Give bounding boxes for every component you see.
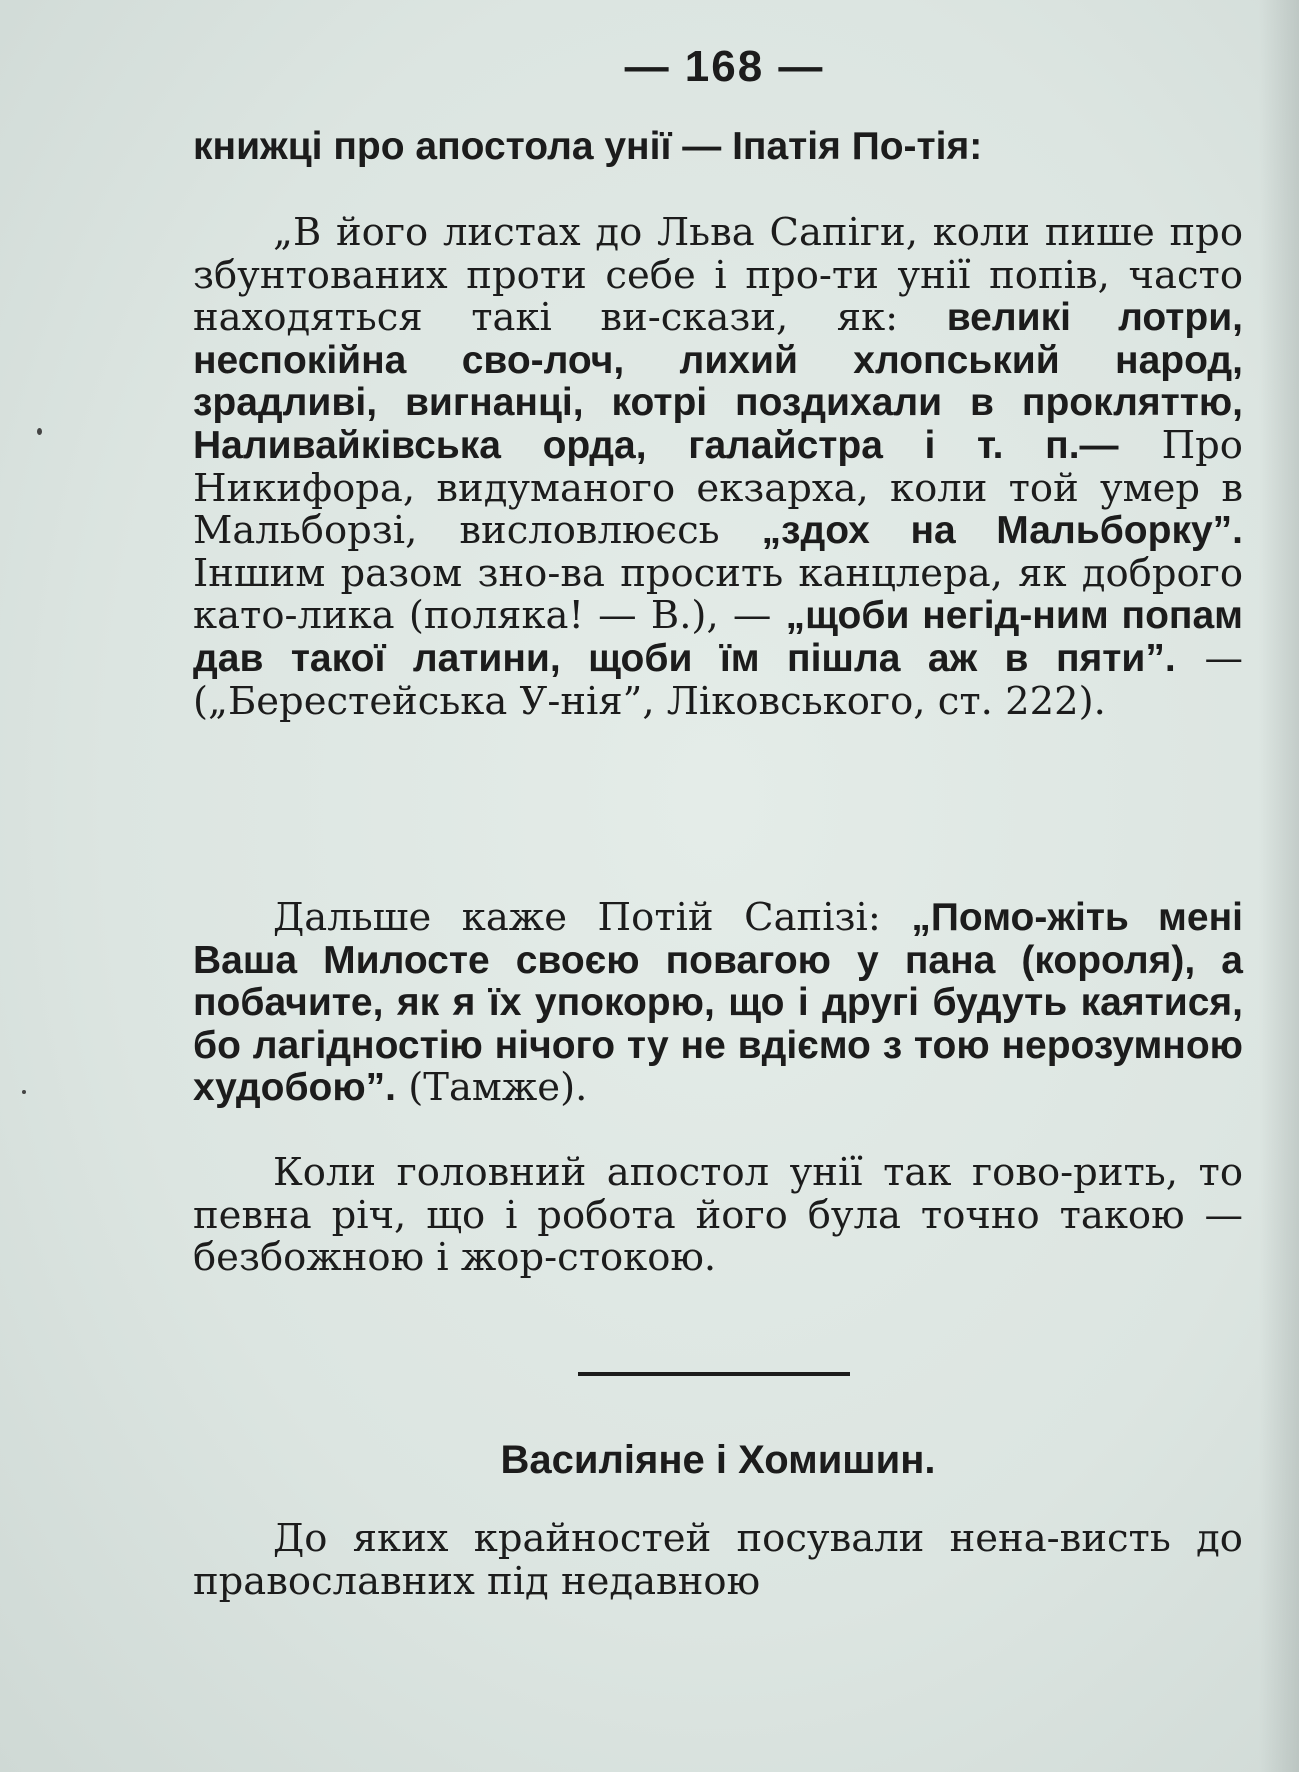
paragraph-2-bold-1: великі лотри, неспокійна сво-лоч, лихий хлопський народ, зрадливі, вигнанці, котрі поздихали в прокляттю, Наливайківська орда, галайстра і т. п.— — [193, 296, 1243, 467]
paragraph-4 — [193, 1152, 1243, 1280]
paragraph-2-text-4: — („Берестейська У-нія”, Ліковського, ст. 222). — [193, 635, 1243, 724]
paper-speck — [22, 1090, 26, 1094]
paragraph-5-text: До яких крайностей посували нена-висть до православних під недавною — [193, 1516, 1243, 1604]
paragraph-3-text-1: Дальше каже Потій Сапізі: — [273, 895, 912, 940]
paragraph-5 — [193, 1518, 1243, 1603]
paragraph-3 — [193, 897, 1243, 1110]
paragraph-3-bold-1: „Помо-жіть мені Ваша Милосте своєю повагою у пана (короля), а побачите, як я їх упокорю, що і другі будуть каятися, бо лагідностію нічого ту не вдіємо з тою нерозумною худобою”. — [193, 896, 1243, 1110]
page-edge-shadow — [1259, 0, 1299, 1772]
paragraph-1-text: книжці про апостола унії — Іпатія По-тія: — [193, 125, 983, 168]
paragraph-2-text-3: Іншим разом зно-ва просить канцлера, як доброго като-лика (поляка! — В.), — — [193, 550, 1243, 639]
paper-speck — [37, 428, 42, 435]
paragraph-4-text: Коли головний апостол унії так гово-рить, то певна річ, що і робота його була точно такою — безбожною і жор-стокою. — [193, 1150, 1243, 1281]
paragraph-3-text-2: (Тамже). — [396, 1065, 588, 1111]
paragraph-2-text-2: Про Никифора, видуманого екзарха, коли той умер в Мальборзі, висловлюєсь — [193, 422, 1243, 554]
paragraph-2-bold-2: „здох на Мальборку”. — [761, 509, 1243, 553]
section-heading: Василіяне і Хомишин. — [500, 1438, 936, 1482]
paragraph-2-text-1: „В його листах до Льва Сапіги, коли пише про збунтованих проти себе і про-ти унії попів, часто находяться такі ви-скази, як: — [193, 210, 1243, 341]
paragraph-2-bold-3: „щоби негід-ним попам дав такої латини, щоби їм пішла аж в пяти”. — [193, 594, 1243, 680]
page-number: — 168 — — [624, 42, 825, 91]
section-divider — [578, 1372, 850, 1376]
paragraph-1 — [193, 126, 1243, 169]
paragraph-2 — [193, 212, 1243, 723]
